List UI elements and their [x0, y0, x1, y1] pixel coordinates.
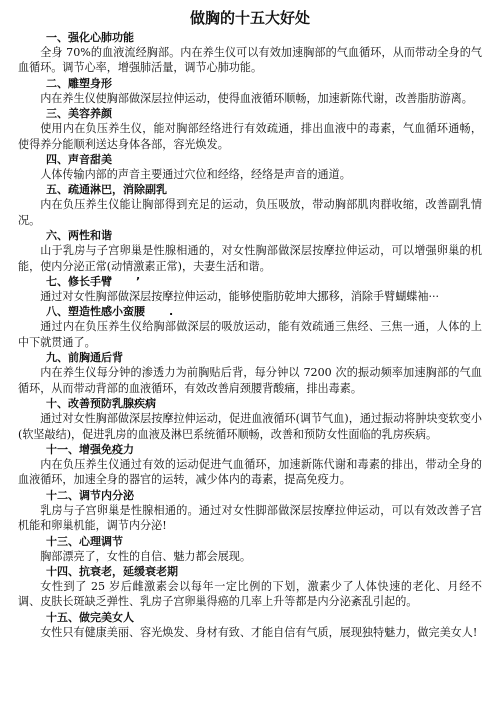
section-heading: [18, 442, 482, 457]
stray-mark: ’: [136, 275, 141, 289]
section-heading-text: 十五、做完美女人: [46, 610, 134, 624]
section-list: [18, 30, 482, 640]
section-heading: [18, 488, 482, 503]
section-heading: [18, 564, 482, 579]
section-heading-text: 九、前胸通后背: [46, 351, 123, 365]
section-8: [18, 304, 482, 350]
stray-mark: .: [169, 305, 174, 319]
section-body: 山于乳房与子宫卵巢是性腺相通的，对女性胸部做深层按摩拉伸运动，可以增强卵巢的机能，使内分泌正常(动情激素正常)，夫妻生活和谐。: [18, 244, 482, 273]
section-body: 女性只有健康美丽、容光焕发、身材有致、才能自信有气质，展现独特魅力，做完美女人!: [40, 625, 478, 639]
section-2: [18, 76, 482, 106]
section-heading: [18, 396, 482, 411]
section-heading-text: 十三、心理调节: [46, 534, 123, 548]
section-body: 女性到了 25 岁后雌激素会以每年一定比例的下划，激素少了人体快速的老化、月经不调、皮肤长斑缺乏弹性、乳房子宫卵巢得癌的几率上升等都是内分泌紊乱引起的。: [18, 579, 482, 609]
section-body: 通过对女性胸部做深层按摩拉伸运动，促进血液循环(调节气血)，通过振动将肿块变软变小(软坚敲结)，促进乳房的血液及淋巴系统循环顺畅，改善和预防女性面临的乳房疾病。: [18, 412, 482, 441]
section-6: [18, 228, 482, 274]
section-heading-text: 十、改善预防乳腺疾病: [46, 397, 156, 411]
section-heading: [18, 610, 482, 625]
section-heading-text: 七、修长手臂: [46, 275, 112, 289]
section-heading: [18, 152, 482, 167]
section-body: 内在负压养生仪能让胸部得到充足的运动，负压吸放，带动胸部肌肉群收缩，改善副乳情况。: [18, 198, 482, 227]
section-7: [18, 274, 482, 304]
section-3: [18, 106, 482, 152]
section-body: 内在养生仪使胸部做深层拉伸运动，使得血液循环顺畅，加速新陈代谢，改善脂肪游离。: [40, 91, 473, 105]
section-9: [18, 350, 482, 396]
section-body: 人体传输内部的声音主要通过穴位和经络，经络是声音的通道。: [40, 168, 351, 182]
section-heading-text: 十二、调节内分泌: [46, 488, 134, 502]
section-1: [18, 30, 482, 76]
section-body: 全身 70%的血液流经胸部。内在养生仪可以有效加速胸部的气血循环，从而带动全身的气血循环。调节心率，增强肺活量，调节心肺功能。: [18, 46, 482, 75]
section-heading: [18, 106, 482, 121]
section-15: [18, 610, 482, 640]
section-heading: [18, 304, 482, 319]
section-heading-text: 二、雕塑身形: [46, 76, 112, 90]
section-body: 通过对女性胸部做深层按摩拉伸运动，能够使脂肪乾坤大挪移，消除手臂蝴蝶袖···: [40, 290, 440, 304]
section-13: [18, 534, 482, 564]
section-heading: [18, 228, 482, 243]
section-14: [18, 564, 482, 610]
section-heading-text: 一、强化心肺功能: [46, 31, 134, 44]
document-title: 做胸的十五大好处: [189, 9, 310, 27]
section-heading-text: 八、塑造性感小蛮腰: [46, 305, 145, 319]
section-body: 内在养生仪每分钟的渗透力为前胸贴后背，每分钟以 7200 次的振动频率加速胸部的气血循环，从而带动背部的血液循环，有效改善肩颈腰背酸痛，排出毒素。: [18, 366, 482, 395]
section-10: [18, 396, 482, 442]
section-body: 内在负压养生仪通过有效的运动促进气血循环，加速新陈代谢和毒素的排出，带动全身的血液循环，加速全身的器官的运转，减少体内的毒素，提高免疫力。: [18, 457, 482, 487]
section-body: 通过内在负压养生仪给胸部做深层的吸放运动，能有效疏通三焦经、三焦一通，人体的上中下就贯通了。: [18, 320, 482, 349]
section-heading: [18, 534, 482, 549]
section-heading: [18, 30, 482, 45]
section-heading: [18, 76, 482, 91]
section-heading-text: 六、两性和谐: [46, 229, 112, 243]
section-heading-text: 十四、抗衰老，延缓衰老期: [46, 564, 178, 578]
section-body: 使用内在负压养生仪，能对胸部经络进行有效疏通，排出血液中的毒素，气血循环通畅，使得养分能顺利送达身体各部，容光焕发。: [18, 122, 482, 151]
section-body: 胸部漂亮了，女性的自信、魅力都会展现。: [40, 549, 251, 563]
section-heading-text: 十一、增强免疫力: [46, 442, 134, 456]
section-11: [18, 442, 482, 488]
section-heading-text: 三、美容养颜: [46, 107, 112, 121]
section-heading-text: 四、声音甜美: [46, 153, 112, 167]
section-heading: [18, 182, 482, 197]
section-5: [18, 182, 482, 228]
section-heading-text: 五、疏通淋巴，消除副乳: [46, 183, 167, 197]
section-12: [18, 488, 482, 534]
section-body: 乳房与子宫卵巢是性腺相通的。通过对女性脚部做深层按摩拉伸运动，可以有效改善子宫机能和卵巢机能，调节内分泌!: [18, 503, 482, 533]
section-heading: [18, 350, 482, 365]
section-heading: [18, 274, 482, 289]
section-4: [18, 152, 482, 182]
